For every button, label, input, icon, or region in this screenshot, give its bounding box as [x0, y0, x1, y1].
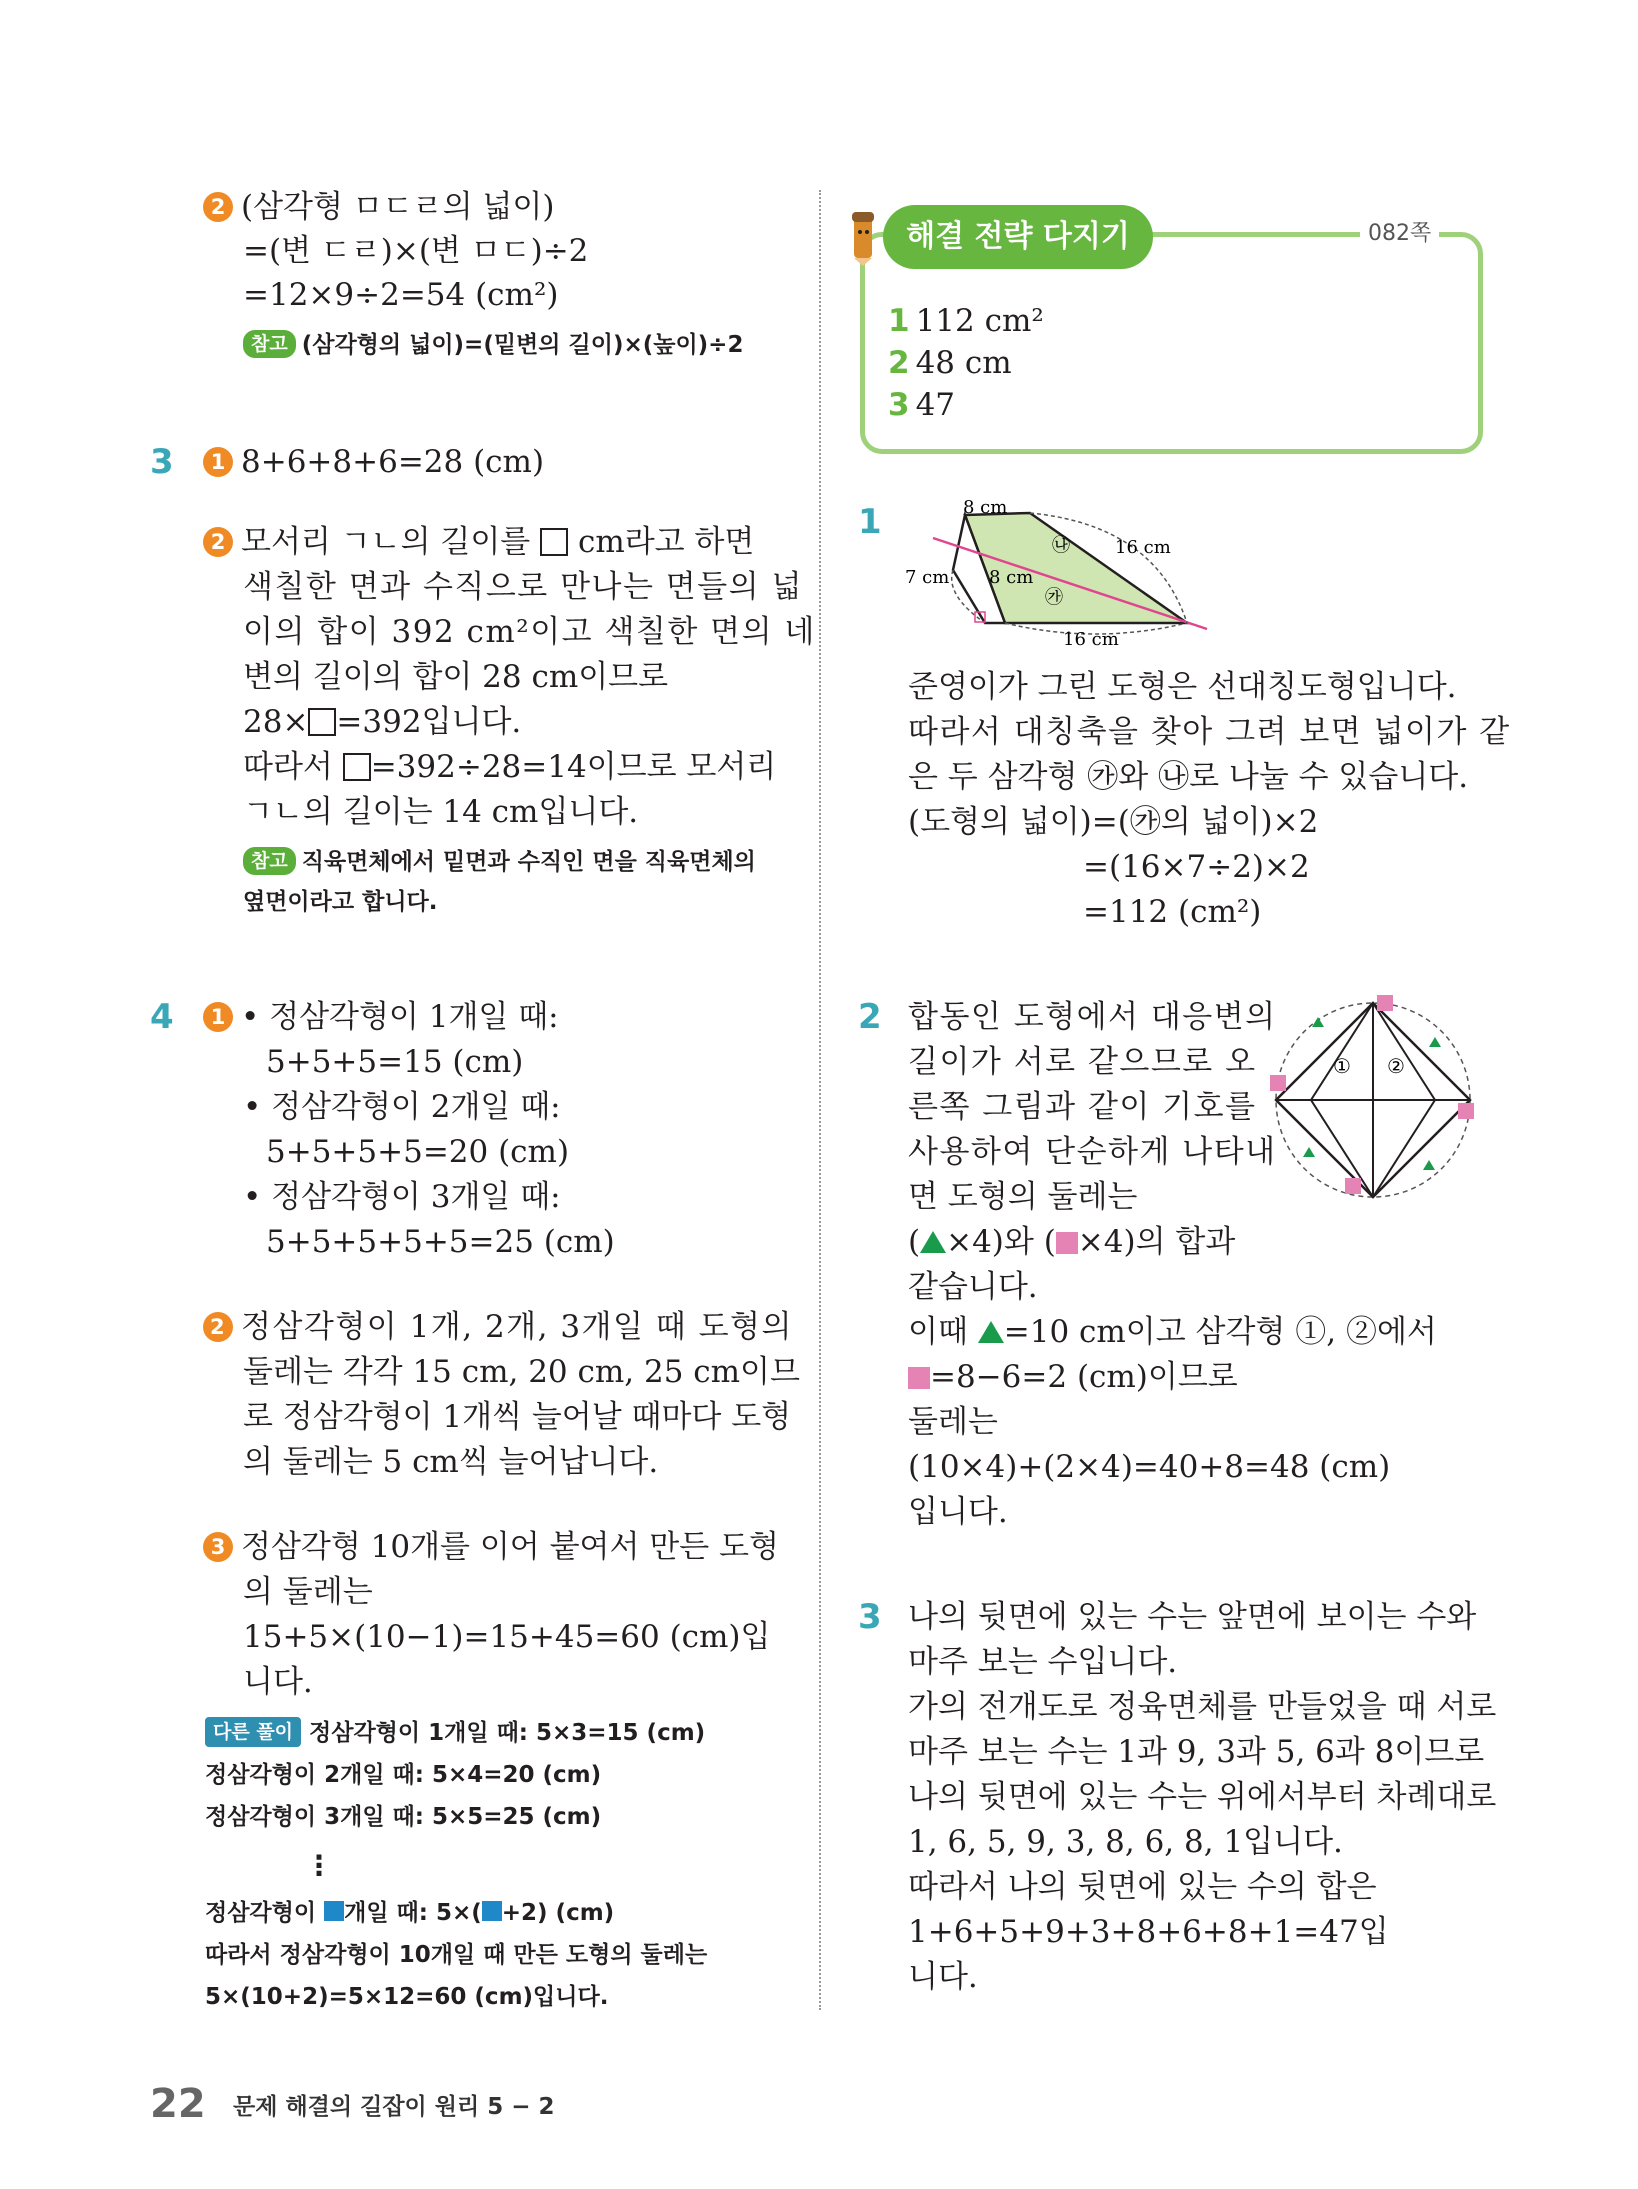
q4-step3-line4: 니다.	[243, 1664, 313, 1700]
q4-step3-line1: 3 정삼각형 10개를 이어 붙여서 만든 도형	[203, 1525, 779, 1569]
a3-line5: 나의 뒷면에 있는 수는 위에서부터 차례대로	[908, 1779, 1497, 1815]
a2-line10: 둘레는	[908, 1404, 998, 1440]
q3-step2-last: ㄱㄴ의 길이는 14 cm입니다.	[243, 794, 639, 830]
q4-step2-line3: 로 정삼각형이 1개씩 늘어날 때마다 도형	[243, 1399, 792, 1435]
answer-number-2: 2	[858, 997, 882, 1037]
svg-text:㉯: ㉯	[1052, 535, 1070, 556]
strategy-item-1: 1 112 cm²	[888, 303, 1044, 339]
a3-line6: 1, 6, 5, 9, 3, 8, 6, 8, 1입니다.	[908, 1824, 1343, 1860]
alt-final1: 따라서 정삼각형이 10개일 때 만든 도형의 둘레는	[205, 1942, 708, 1968]
q4-step1-line2: 5+5+5=15 (cm)	[266, 1044, 524, 1080]
q4-step1-line3: • 정삼각형이 2개일 때:	[243, 1089, 561, 1125]
green-triangle-symbol	[920, 1231, 946, 1253]
pink-square-symbol	[908, 1367, 930, 1389]
note-badge: 참고	[243, 847, 296, 875]
q3-step2-line2: 색칠한 면과 수직으로 만나는 면들의 넓	[243, 569, 803, 605]
a3-line2: 마주 보는 수입니다.	[908, 1644, 1178, 1680]
a3-line8: 1+6+5+9+3+8+6+8+1=47입	[908, 1914, 1389, 1950]
answer-number-3: 3	[858, 1597, 882, 1637]
svg-text:7 cm: 7 cm	[905, 567, 950, 588]
step-marker-2: 2	[203, 1312, 233, 1342]
strategy-item-3: 3 47	[888, 387, 956, 423]
a3-line3: 가의 전개도로 정육면체를 만들었을 때 서로	[908, 1689, 1497, 1725]
q4-step1-line4: 5+5+5+5=20 (cm)	[266, 1134, 570, 1170]
blue-square-symbol	[482, 1901, 502, 1921]
q3-step2-line1: 2 모서리 ㄱㄴ의 길이를 cm라고 하면	[203, 520, 754, 564]
a3-line4: 마주 보는 수는 1과 9, 3과 5, 6과 8이므로	[908, 1734, 1485, 1770]
q4-step3-line3: 15+5×(10−1)=15+45=60 (cm)입	[243, 1619, 771, 1655]
step-marker-2: 2	[203, 192, 233, 222]
a1-line6: =112 (cm²)	[1083, 894, 1262, 930]
q3-step2-eq: 28× =392입니다.	[243, 704, 522, 740]
blank-box	[343, 753, 371, 781]
q3-step2-line3: 이의 합이 392 cm²이고 색칠한 면의 네	[243, 614, 816, 650]
rhombus-figure	[1265, 995, 1490, 1210]
svg-text:8 cm: 8 cm	[989, 567, 1034, 588]
question-number-3: 3	[150, 442, 174, 482]
alt-line3: 정삼각형이 3개일 때: 5×5=25 (cm)	[205, 1804, 602, 1830]
a3-line7: 따라서 나의 뒷면에 있는 수의 합은	[908, 1869, 1377, 1905]
q3-step2-line4: 변의 길이의 합이 28 cm이므로	[243, 659, 669, 695]
pink-square-symbol	[1056, 1232, 1078, 1254]
a2-line11: (10×4)+(2×4)=40+8=48 (cm)	[908, 1449, 1391, 1485]
p2-line-1: 2 (삼각형 ㅁㄷㄹ의 넓이)	[203, 185, 554, 229]
blank-box	[308, 708, 336, 736]
pencil-mascot-icon	[846, 208, 880, 266]
a2-line8: 이때 =10 cm이고 삼각형 ①, ②에서	[908, 1314, 1437, 1350]
note-badge: 참고	[243, 330, 296, 358]
alt-dots: ⋮	[305, 1849, 333, 1882]
step-marker-1: 1	[203, 447, 233, 477]
a3-line9: 니다.	[908, 1959, 978, 1995]
alt-final2: 5×(10+2)=5×12=60 (cm)입니다.	[205, 1984, 609, 2010]
blue-square-symbol	[324, 1901, 344, 1921]
alt-line2: 정삼각형이 2개일 때: 5×4=20 (cm)	[205, 1762, 602, 1788]
q3-step1: 1 8+6+8+6=28 (cm)	[203, 440, 544, 484]
alt-solution-badge: 다른 풀이	[205, 1717, 301, 1747]
step-marker-3: 3	[203, 1532, 233, 1562]
a2-line12: 입니다.	[908, 1494, 1008, 1530]
step-marker-2: 2	[203, 527, 233, 557]
blank-box	[540, 528, 568, 556]
a1-line4: (도형의 넓이)=(㉮의 넓이)×2	[908, 804, 1319, 840]
strategy-tab: 해결 전략 다지기	[883, 205, 1153, 269]
a2-line5: 면 도형의 둘레는	[908, 1179, 1138, 1215]
a2-line6: ( ×4)와 ( ×4)의 합과	[908, 1224, 1236, 1260]
svg-text:8 cm: 8 cm	[963, 497, 1008, 518]
q4-step2-line4: 의 둘레는 5 cm씩 늘어납니다.	[243, 1444, 659, 1480]
a1-line5: =(16×7÷2)×2	[1083, 849, 1310, 885]
page-number: 22	[150, 2081, 206, 2127]
a2-line9: =8−6=2 (cm)이므로	[908, 1355, 1238, 1399]
strategy-item-2: 2 48 cm	[888, 345, 1012, 381]
q4-step1-line5: • 정삼각형이 3개일 때:	[243, 1179, 561, 1215]
q4-step1-line6: 5+5+5+5+5=25 (cm)	[266, 1224, 615, 1260]
a1-line3: 은 두 삼각형 ㉮와 ㉯로 나눌 수 있습니다.	[908, 759, 1469, 795]
svg-text:②: ②	[1387, 1054, 1405, 1078]
a2-line2: 길이가 서로 같으므로 오	[908, 1044, 1257, 1080]
a2-line3: 른쪽 그림과 같이 기호를	[908, 1089, 1257, 1125]
green-triangle-symbol	[978, 1321, 1004, 1343]
q4-step1-line1: 1 • 정삼각형이 1개일 때:	[203, 995, 559, 1039]
column-divider	[819, 190, 821, 2010]
question-number-4: 4	[150, 997, 174, 1037]
q4-step2-line1: 2 정삼각형이 1개, 2개, 3개일 때 도형의	[203, 1305, 793, 1349]
footer-title: 문제 해결의 길잡이 원리 5 − 2	[233, 2094, 555, 2120]
kite-figure	[905, 495, 1225, 655]
answer-number-1: 1	[858, 502, 882, 542]
a2-line1: 합동인 도형에서 대응변의	[908, 999, 1277, 1035]
q4-step2-line2: 둘레는 각각 15 cm, 20 cm, 25 cm이므	[243, 1354, 800, 1390]
alt-line1: 다른 풀이 정삼각형이 1개일 때: 5×3=15 (cm)	[205, 1716, 705, 1750]
q3-note-line2: 옆면이라고 합니다.	[243, 889, 438, 915]
p2-note: 참고 (삼각형의 넓이)=(밑변의 길이)×(높이)÷2	[243, 328, 743, 362]
a2-line4: 사용하여 단순하게 나타내	[908, 1134, 1277, 1170]
alt-general: 정삼각형이 개일 때: 5×( +2) (cm)	[205, 1900, 615, 1926]
a1-line2: 따라서 대칭축을 찾아 그려 보면 넓이가 같	[908, 714, 1511, 750]
strategy-page-ref: 082쪽	[1360, 218, 1439, 250]
a1-line1: 준영이가 그린 도형은 선대칭도형입니다.	[908, 669, 1457, 705]
a3-line1: 나의 뒷면에 있는 수는 앞면에 보이는 수와	[908, 1599, 1477, 1635]
p2-line-3: =12×9÷2=54 (cm²)	[243, 277, 559, 313]
svg-text:16 cm: 16 cm	[1115, 537, 1171, 558]
svg-text:①: ①	[1333, 1054, 1351, 1078]
svg-text:㉮: ㉮	[1045, 587, 1063, 608]
q3-note-line1: 참고 직육면체에서 밑면과 수직인 면을 직육면체의	[243, 845, 756, 879]
q3-step2-then: 따라서 =392÷28=14이므로 모서리	[243, 749, 777, 785]
p2-line-2: =(변 ㄷㄹ)×(변 ㅁㄷ)÷2	[243, 233, 589, 269]
svg-text:16 cm: 16 cm	[1063, 629, 1119, 650]
step-marker-1: 1	[203, 1002, 233, 1032]
q4-step3-line2: 의 둘레는	[243, 1574, 373, 1610]
a2-line7: 같습니다.	[908, 1269, 1038, 1305]
